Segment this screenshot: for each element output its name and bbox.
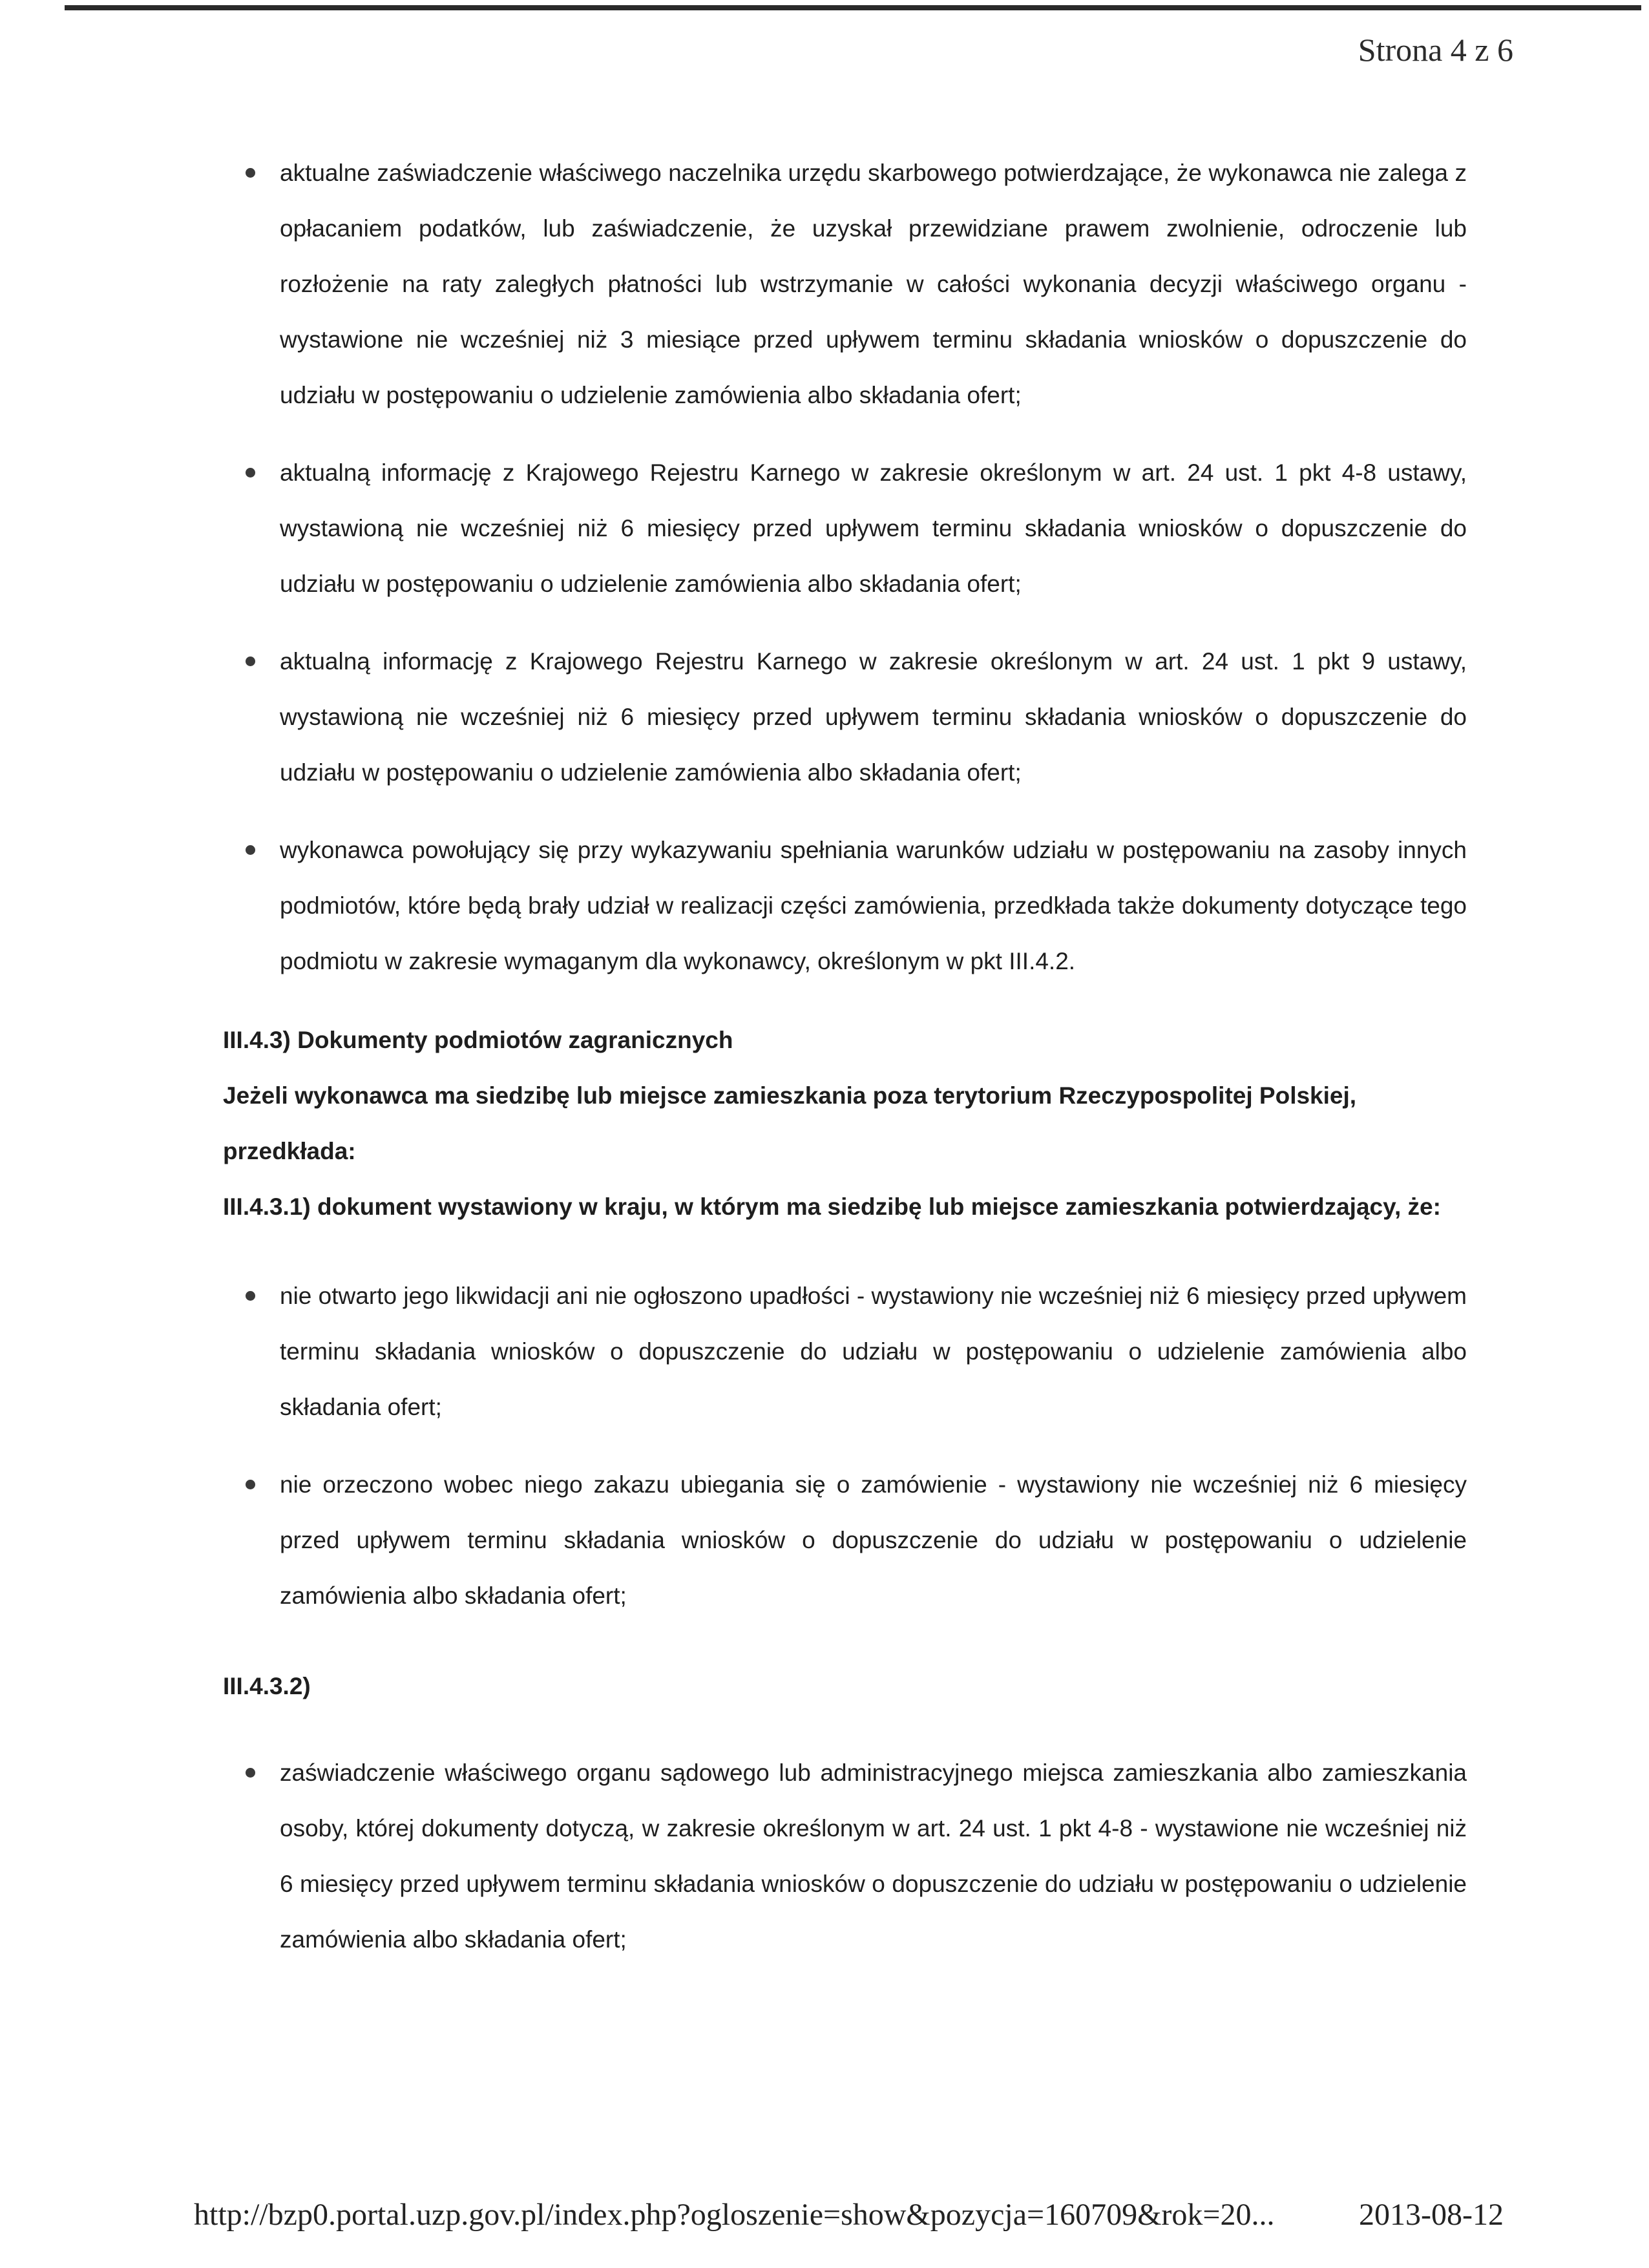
list-item-text: aktualną informację z Krajowego Rejestru Karnego w zakresie określonym w art. 24 ust. 1 pkt 4-8 ustawy, wystawioną nie wcześniej niż 6 miesięcy przed upływem terminu składania wniosków o dopuszczenie do udziału w postępowaniu o udzielenie zamówienia albo składania ofert; — [280, 459, 1467, 597]
bullet-icon — [246, 468, 255, 478]
bullet-icon — [246, 656, 255, 666]
footer-date: 2013-08-12 — [1359, 2198, 1504, 2232]
list-item — [223, 1457, 1467, 1624]
list-item — [223, 445, 1467, 612]
top-border-line — [65, 5, 1641, 10]
list-item — [223, 634, 1467, 801]
bullet-icon — [246, 845, 255, 855]
document-body — [223, 145, 1467, 1968]
bullet-icon — [246, 1291, 255, 1301]
list-item-text: wykonawca powołujący się przy wykazywaniu spełniania warunków udziału w postępowaniu na zasoby innych podmiotów, które będą brały udział w realizacji części zamówienia, przedkłada także dokumenty dotyczące tego podmiotu w zakresie wymaganym dla wykonawcy, określonym w pkt III.4.2. — [280, 837, 1467, 974]
bullet-icon — [246, 168, 255, 178]
footer-url: http://bzp0.portal.uzp.gov.pl/index.php?ogloszenie=show&pozycja=160709&rok=20... — [194, 2198, 1275, 2232]
subsection-heading: III.4.3.1) dokument wystawiony w kraju, w którym ma siedzibę lub miejsce zamieszkania potwierdzający, że: — [223, 1193, 1441, 1220]
page-footer — [194, 2197, 1504, 2232]
section-foreign-documents — [223, 1013, 1467, 1235]
section-intro: Jeżeli wykonawca ma siedzibę lub miejsce zamieszkania poza terytorium Rzeczypospolitej Polskiej, przedkłada: — [223, 1082, 1357, 1164]
bullet-icon — [246, 1768, 255, 1778]
list-item — [223, 145, 1467, 423]
subsection-heading: III.4.3.2) — [223, 1673, 311, 1699]
list-item — [223, 1745, 1467, 1968]
list-item-text: nie otwarto jego likwidacji ani nie ogłoszono upadłości - wystawiony nie wcześniej niż 6 miesięcy przed upływem terminu składania wniosków o dopuszczenie do udziału w postępowaniu o udzielenie zamówienia albo składania ofert; — [280, 1283, 1467, 1420]
list-item-text: nie orzeczono wobec niego zakazu ubiegania się o zamówienie - wystawiony nie wcześniej niż 6 miesięcy przed upływem terminu składania wniosków o dopuszczenie do udziału w postępowaniu o udzielenie zamówienia albo składania ofert; — [280, 1471, 1467, 1609]
page-number: Strona 4 z 6 — [1358, 32, 1513, 68]
list-item — [223, 1268, 1467, 1435]
list-item-text: aktualne zaświadczenie właściwego naczelnika urzędu skarbowego potwierdzające, że wykonawca nie zalega z opłacaniem podatków, lub zaświadczenie, że uzyskał przewidziane prawem zwolnienie, odroczenie lub rozłożenie na raty zaległych płatności lub wstrzymanie w całości wykonania decyzji właściwego organu - wystawione nie wcześniej niż 3 miesiące przed upływem terminu składania wniosków o dopuszczenie do udziału w postępowaniu o udzielenie zamówienia albo składania ofert; — [280, 160, 1467, 408]
list-item — [223, 823, 1467, 989]
list-item-text: aktualną informację z Krajowego Rejestru Karnego w zakresie określonym w art. 24 ust. 1 pkt 9 ustawy, wystawioną nie wcześniej niż 6 miesięcy przed upływem terminu składania wniosków o dopuszczenie do udziału w postępowaniu o udzielenie zamówienia albo składania ofert; — [280, 648, 1467, 786]
bullet-icon — [246, 1480, 255, 1489]
list-item-text: zaświadczenie właściwego organu sądowego lub administracyjnego miejsca zamieszkania albo zamieszkania osoby, której dokumenty dotyczą, w zakresie określonym w art. 24 ust. 1 pkt 4-8 - wystawione nie wcześniej niż 6 miesięcy przed upływem terminu składania wniosków o dopuszczenie do udziału w postępowaniu o udzielenie zamówienia albo składania ofert; — [280, 1759, 1467, 1953]
section-heading: III.4.3) Dokumenty podmiotów zagranicznych — [223, 1027, 733, 1053]
